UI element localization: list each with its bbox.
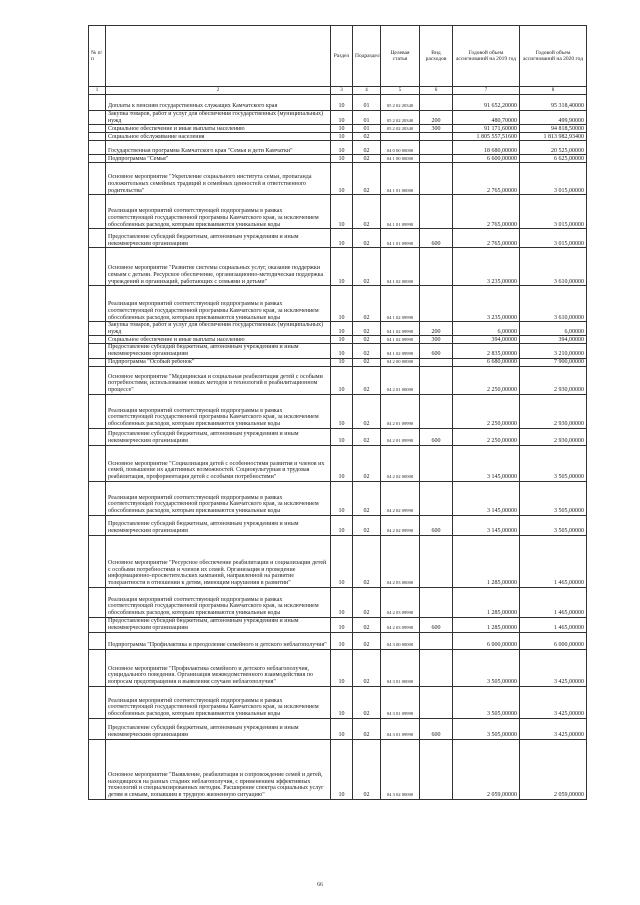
row-name-cell: Реализация мероприятий соответствующей подпрограммы в рамках соответствующей государственной программы Камчатского края, за исключением обособленных расходов, которым присваиваются уникальные коды (106, 481, 331, 515)
table-row (89, 286, 587, 322)
row-volume-2019-cell: 3 235,00000 (453, 248, 520, 286)
row-volume-2020-cell: 2 930,00000 (520, 366, 587, 394)
row-expense-type-cell (420, 739, 453, 799)
header-number: № п/п (89, 26, 106, 87)
row-volume-2019-cell: 480,70000 (453, 111, 520, 125)
table-row (89, 366, 587, 394)
row-target-article-cell: 04 2 01 09990 (381, 394, 420, 428)
row-expense-type-cell (420, 535, 453, 587)
row-expense-type-cell (420, 163, 453, 195)
row-volume-2019-cell: 1 285,00000 (453, 617, 520, 632)
row-volume-2019-cell: 3 145,00000 (453, 445, 520, 481)
row-subsection-cell: 02 (353, 481, 381, 515)
row-target-article-cell: 04 3 01 00000 (381, 649, 420, 686)
table-row (89, 358, 587, 366)
row-target-article-cell (381, 133, 420, 141)
table-row (89, 155, 587, 163)
row-target-article-cell: 04 1 02 09990 (381, 286, 420, 322)
row-target-article-cell: 04 1 01 09990 (381, 195, 420, 229)
row-name-cell: Социальное обеспечение и иные выплаты населению (106, 125, 331, 133)
row-subsection-cell: 02 (353, 229, 381, 248)
row-subsection-cell: 01 (353, 95, 381, 111)
row-subsection-cell: 02 (353, 445, 381, 481)
row-expense-type-cell: 600 (420, 344, 453, 358)
row-target-article-cell: 04 1 02 09990 (381, 336, 420, 344)
row-section-cell: 10 (331, 155, 353, 163)
row-volume-2020-cell: 3 505,00000 (520, 445, 587, 481)
row-number-cell (89, 445, 106, 481)
row-volume-2020-cell: 3 015,00000 (520, 229, 587, 248)
row-subsection-cell: 02 (353, 632, 381, 649)
row-expense-type-cell: 600 (420, 718, 453, 739)
column-number: 6 (420, 87, 453, 95)
row-name-cell: Реализация мероприятий соответствующей подпрограммы в рамках соответствующей государственной программы Камчатского края, за исключением обособленных расходов, которым присваиваются уникальные коды (106, 286, 331, 322)
row-target-article-cell: 04 1 02 09990 (381, 344, 420, 358)
row-target-article-cell: 04 0 00 00000 (381, 141, 420, 155)
row-section-cell: 10 (331, 366, 353, 394)
row-volume-2020-cell: 94 818,50000 (520, 125, 587, 133)
row-volume-2020-cell: 2 059,00000 (520, 739, 587, 799)
row-number-cell (89, 428, 106, 445)
header-subsection: Подраздел (353, 26, 381, 87)
row-volume-2019-cell: 2 765,00000 (453, 195, 520, 229)
table-row (89, 125, 587, 133)
row-name-cell: Подпрограмма "Семья" (106, 155, 331, 163)
row-section-cell: 10 (331, 587, 353, 617)
row-section-cell: 10 (331, 445, 353, 481)
row-volume-2019-cell: 3 505,00000 (453, 649, 520, 686)
row-expense-type-cell (420, 632, 453, 649)
table-row (89, 515, 587, 535)
row-expense-type-cell: 300 (420, 125, 453, 133)
row-volume-2019-cell: 2 765,00000 (453, 229, 520, 248)
row-number-cell (89, 366, 106, 394)
row-target-article-cell: 05 2 02 20340 (381, 111, 420, 125)
column-numbers-row (89, 87, 587, 95)
row-expense-type-cell: 600 (420, 229, 453, 248)
column-number: 1 (89, 87, 106, 95)
row-expense-type-cell (420, 366, 453, 394)
row-number-cell (89, 336, 106, 344)
row-volume-2019-cell: 3 145,00000 (453, 515, 520, 535)
row-expense-type-cell: 600 (420, 617, 453, 632)
row-volume-2020-cell: 6 625,00000 (520, 155, 587, 163)
row-expense-type-cell (420, 141, 453, 155)
row-subsection-cell: 02 (353, 286, 381, 322)
table-body (89, 95, 587, 800)
row-number-cell (89, 195, 106, 229)
row-volume-2019-cell: 91 652,20000 (453, 95, 520, 111)
row-volume-2019-cell: 2 835,00000 (453, 344, 520, 358)
row-target-article-cell: 04 2 03 09990 (381, 587, 420, 617)
row-number-cell (89, 286, 106, 322)
row-section-cell: 10 (331, 632, 353, 649)
row-subsection-cell: 02 (353, 358, 381, 366)
row-expense-type-cell (420, 248, 453, 286)
row-target-article-cell: 04 3 02 00000 (381, 739, 420, 799)
row-subsection-cell: 02 (353, 535, 381, 587)
table-row (89, 649, 587, 686)
row-target-article-cell: 04 3 01 09990 (381, 686, 420, 718)
row-name-cell: Предоставление субсидий бюджетным, автономным учреждениям и иным некоммерческим организациям (106, 718, 331, 739)
row-number-cell (89, 535, 106, 587)
row-volume-2020-cell: 1 813 982,93400 (520, 133, 587, 141)
row-section-cell: 10 (331, 163, 353, 195)
row-target-article-cell: 04 2 01 09990 (381, 428, 420, 445)
row-expense-type-cell: 600 (420, 515, 453, 535)
row-volume-2019-cell: 2 765,00000 (453, 163, 520, 195)
row-volume-2020-cell: 499,90000 (520, 111, 587, 125)
row-number-cell (89, 125, 106, 133)
row-name-cell: Основное мероприятие "Ресурсное обеспечение реабилитации и социализации детей с особыми потребностями и членов их семей. Организация и проведение информационно-просветительских кампаний, направленной на развитие толерантности в отношении к детям, имеющим нарушения в развитии" (106, 535, 331, 587)
row-expense-type-cell (420, 133, 453, 141)
row-volume-2020-cell: 3 015,00000 (520, 195, 587, 229)
row-volume-2019-cell: 91 171,60000 (453, 125, 520, 133)
row-volume-2019-cell: 6 600,00000 (453, 155, 520, 163)
row-subsection-cell: 02 (353, 163, 381, 195)
row-number-cell (89, 481, 106, 515)
row-volume-2019-cell: 394,00000 (453, 336, 520, 344)
row-volume-2019-cell: 2 250,00000 (453, 394, 520, 428)
row-volume-2019-cell: 1 285,00000 (453, 535, 520, 587)
row-section-cell: 10 (331, 133, 353, 141)
row-section-cell: 10 (331, 481, 353, 515)
row-volume-2019-cell: 3 145,00000 (453, 481, 520, 515)
table-row (89, 632, 587, 649)
row-section-cell: 10 (331, 535, 353, 587)
row-section-cell: 10 (331, 111, 353, 125)
row-expense-type-cell: 200 (420, 111, 453, 125)
header-volume-2019: Годовой объем ассигнований на 2019 год (453, 26, 520, 87)
row-volume-2019-cell: 1 285,00000 (453, 587, 520, 617)
row-volume-2020-cell: 1 465,00000 (520, 587, 587, 617)
row-target-article-cell: 04 1 01 00000 (381, 163, 420, 195)
row-subsection-cell: 02 (353, 617, 381, 632)
row-name-cell: Доплаты к пенсиям государственных служащих Камчатского края (106, 95, 331, 111)
column-number: 8 (520, 87, 587, 95)
row-number-cell (89, 649, 106, 686)
row-section-cell: 10 (331, 336, 353, 344)
row-number-cell (89, 133, 106, 141)
row-subsection-cell: 02 (353, 394, 381, 428)
table-row (89, 739, 587, 799)
row-name-cell: Подпрограмма "Профилактика и преодоление семейного и детского неблагополучия" (106, 632, 331, 649)
table-row (89, 195, 587, 229)
row-section-cell: 10 (331, 248, 353, 286)
header-target-article: Целевая статья (381, 26, 420, 87)
row-volume-2020-cell: 3 015,00000 (520, 163, 587, 195)
row-target-article-cell: 04 1 02 00000 (381, 248, 420, 286)
row-subsection-cell: 02 (353, 428, 381, 445)
row-target-article-cell: 04 1 00 00000 (381, 155, 420, 163)
row-subsection-cell: 02 (353, 649, 381, 686)
table-row (89, 686, 587, 718)
row-section-cell: 10 (331, 515, 353, 535)
row-name-cell: Основное мероприятие "Укрепление социального института семьи, пропаганда положительных семейных традиций и семейных ценностей и ответственного родительства" (106, 163, 331, 195)
header-row (89, 26, 587, 87)
row-subsection-cell: 02 (353, 718, 381, 739)
table-row (89, 617, 587, 632)
table-row (89, 587, 587, 617)
row-section-cell: 10 (331, 322, 353, 336)
column-number: 3 (331, 87, 353, 95)
row-number-cell (89, 718, 106, 739)
row-name-cell: Предоставление субсидий бюджетным, автономным учреждениям и иным некоммерческим организациям (106, 229, 331, 248)
row-volume-2019-cell: 3 505,00000 (453, 718, 520, 739)
row-volume-2020-cell: 3 210,00000 (520, 344, 587, 358)
table-row (89, 428, 587, 445)
row-section-cell: 10 (331, 739, 353, 799)
row-section-cell: 10 (331, 358, 353, 366)
row-volume-2019-cell: 18 680,00000 (453, 141, 520, 155)
page-number: 66 (317, 882, 323, 888)
table-row (89, 133, 587, 141)
row-expense-type-cell (420, 95, 453, 111)
row-subsection-cell: 02 (353, 366, 381, 394)
table-row (89, 229, 587, 248)
table-row (89, 248, 587, 286)
row-name-cell: Основное мероприятие "Профилактика семейного и детского неблагополучия, суицидального поведения. Организация межведомственного взаимодействия по вопросам предотвращения и выявления случаев неблагополучия" (106, 649, 331, 686)
row-name-cell: Основное мероприятие "Развитие системы социальных услуг, оказание поддержки семьям с детьми. Ресурсное обеспечение, организационно-методическая поддержка учреждений и организаций, работающих с семьями и детьми" (106, 248, 331, 286)
row-subsection-cell: 02 (353, 133, 381, 141)
header-volume-2020: Годовой объем ассигнований на 2020 год (520, 26, 587, 87)
row-expense-type-cell: 600 (420, 428, 453, 445)
row-volume-2019-cell: 6,00000 (453, 322, 520, 336)
row-number-cell (89, 686, 106, 718)
row-name-cell: Социальное обслуживание населения (106, 133, 331, 141)
table-row (89, 445, 587, 481)
row-number-cell (89, 587, 106, 617)
row-volume-2020-cell: 20 525,00000 (520, 141, 587, 155)
row-number-cell (89, 632, 106, 649)
row-name-cell: Основное мероприятие "Медицинская и социальная реабилитация детей с особыми потребностями, использование новых методов и технологий в реабилитационном процессе" (106, 366, 331, 394)
table-row (89, 394, 587, 428)
row-volume-2020-cell: 6,00000 (520, 322, 587, 336)
row-expense-type-cell (420, 587, 453, 617)
row-expense-type-cell (420, 286, 453, 322)
row-subsection-cell: 02 (353, 515, 381, 535)
row-volume-2020-cell: 3 425,00000 (520, 718, 587, 739)
row-expense-type-cell (420, 358, 453, 366)
row-volume-2020-cell: 1 465,00000 (520, 535, 587, 587)
row-number-cell (89, 163, 106, 195)
row-name-cell: Предоставление субсидий бюджетным, автономным учреждениям и иным некоммерческим организациям (106, 617, 331, 632)
table-row (89, 163, 587, 195)
row-number-cell (89, 515, 106, 535)
row-volume-2019-cell: 3 235,00000 (453, 286, 520, 322)
row-subsection-cell: 02 (353, 195, 381, 229)
row-name-cell: Закупка товаров, работ и услуг для обеспечения государственных (муниципальных) нужд (106, 322, 331, 336)
row-target-article-cell: 04 2 02 00000 (381, 445, 420, 481)
row-number-cell (89, 141, 106, 155)
row-target-article-cell: 04 2 02 09990 (381, 481, 420, 515)
row-subsection-cell: 02 (353, 248, 381, 286)
row-volume-2020-cell: 3 610,00000 (520, 286, 587, 322)
row-name-cell: Государственная программа Камчатского края "Семья и дети Камчатки" (106, 141, 331, 155)
row-volume-2019-cell: 6 000,00000 (453, 632, 520, 649)
table-row (89, 481, 587, 515)
row-section-cell: 10 (331, 286, 353, 322)
row-expense-type-cell (420, 481, 453, 515)
row-target-article-cell: 04 1 01 09990 (381, 229, 420, 248)
row-name-cell: Основное мероприятие "Социализация детей с особенностями развития и членов их семей, повышение их адаптивных возможностей. Социокультурная и трудовая реабилитация, профориентация детей с особыми потребностями" (106, 445, 331, 481)
row-expense-type-cell: 300 (420, 336, 453, 344)
row-expense-type-cell (420, 155, 453, 163)
row-target-article-cell: 04 1 02 09990 (381, 322, 420, 336)
row-section-cell: 10 (331, 229, 353, 248)
row-name-cell: Предоставление субсидий бюджетным, автономным учреждениям и иным некоммерческим организациям (106, 515, 331, 535)
row-number-cell (89, 617, 106, 632)
row-volume-2020-cell: 1 465,00000 (520, 617, 587, 632)
row-expense-type-cell (420, 394, 453, 428)
row-section-cell: 10 (331, 649, 353, 686)
row-subsection-cell: 02 (353, 686, 381, 718)
row-name-cell: Реализация мероприятий соответствующей подпрограммы в рамках соответствующей государственной программы Камчатского края, за исключением обособленных расходов, которым присваиваются уникальные коды (106, 587, 331, 617)
row-volume-2020-cell: 3 505,00000 (520, 481, 587, 515)
row-number-cell (89, 229, 106, 248)
row-volume-2020-cell: 3 610,00000 (520, 248, 587, 286)
table-row (89, 322, 587, 336)
column-number: 2 (106, 87, 331, 95)
row-name-cell: Реализация мероприятий соответствующей подпрограммы в рамках соответствующей государственной программы Камчатского края, за исключением обособленных расходов, которым присваиваются уникальные коды (106, 686, 331, 718)
column-number: 4 (353, 87, 381, 95)
row-volume-2020-cell: 3 425,00000 (520, 686, 587, 718)
row-section-cell: 10 (331, 394, 353, 428)
row-section-cell: 10 (331, 686, 353, 718)
row-section-cell: 10 (331, 141, 353, 155)
row-expense-type-cell: 200 (420, 322, 453, 336)
row-volume-2020-cell: 3 505,00000 (520, 515, 587, 535)
header-expense-type: Вид расходов (420, 26, 453, 87)
row-name-cell: Социальное обеспечение и иные выплаты населению (106, 336, 331, 344)
row-expense-type-cell (420, 649, 453, 686)
row-expense-type-cell (420, 686, 453, 718)
row-target-article-cell: 04 2 03 09990 (381, 617, 420, 632)
table-row (89, 718, 587, 739)
row-number-cell (89, 358, 106, 366)
row-number-cell (89, 344, 106, 358)
row-subsection-cell: 02 (353, 344, 381, 358)
row-target-article-cell: 05 2 02 20340 (381, 95, 420, 111)
table-row (89, 535, 587, 587)
row-number-cell (89, 155, 106, 163)
row-section-cell: 10 (331, 195, 353, 229)
table-row (89, 141, 587, 155)
row-name-cell: Подпрограмма "Особый ребенок" (106, 358, 331, 366)
column-number: 7 (453, 87, 520, 95)
table-row (89, 111, 587, 125)
row-name-cell: Предоставление субсидий бюджетным, автономным учреждениям и иным некоммерческим организациям (106, 344, 331, 358)
row-name-cell: Предоставление субсидий бюджетным, автономным учреждениям и иным некоммерческим организациям (106, 428, 331, 445)
row-target-article-cell: 04 2 00 00000 (381, 358, 420, 366)
row-volume-2020-cell: 2 930,00000 (520, 428, 587, 445)
row-volume-2019-cell: 2 059,00000 (453, 739, 520, 799)
row-subsection-cell: 01 (353, 111, 381, 125)
row-volume-2019-cell: 2 250,00000 (453, 428, 520, 445)
row-volume-2019-cell: 3 505,00000 (453, 686, 520, 718)
row-number-cell (89, 322, 106, 336)
row-number-cell (89, 111, 106, 125)
row-volume-2019-cell: 6 680,00000 (453, 358, 520, 366)
row-target-article-cell: 04 3 00 00000 (381, 632, 420, 649)
header-name (106, 26, 331, 87)
row-section-cell: 10 (331, 344, 353, 358)
row-section-cell: 10 (331, 95, 353, 111)
column-number: 5 (381, 87, 420, 95)
row-target-article-cell: 05 2 02 20340 (381, 125, 420, 133)
row-subsection-cell: 02 (353, 155, 381, 163)
table-row (89, 344, 587, 358)
row-target-article-cell: 04 2 02 09990 (381, 515, 420, 535)
row-volume-2020-cell: 394,00000 (520, 336, 587, 344)
row-expense-type-cell (420, 445, 453, 481)
row-name-cell: Реализация мероприятий соответствующей подпрограммы в рамках соответствующей государственной программы Камчатского края, за исключением обособленных расходов, которым присваиваются уникальные коды (106, 394, 331, 428)
row-volume-2020-cell: 7 900,00000 (520, 358, 587, 366)
row-subsection-cell: 02 (353, 141, 381, 155)
row-volume-2019-cell: 1 805 557,51600 (453, 133, 520, 141)
row-subsection-cell: 02 (353, 739, 381, 799)
row-number-cell (89, 739, 106, 799)
row-target-article-cell: 04 2 03 00000 (381, 535, 420, 587)
row-volume-2020-cell: 95 318,40000 (520, 95, 587, 111)
row-expense-type-cell (420, 195, 453, 229)
row-number-cell (89, 248, 106, 286)
row-section-cell: 10 (331, 428, 353, 445)
row-volume-2020-cell: 3 425,00000 (520, 649, 587, 686)
budget-table (88, 25, 587, 800)
row-subsection-cell: 02 (353, 587, 381, 617)
row-section-cell: 10 (331, 125, 353, 133)
row-name-cell: Реализация мероприятий соответствующей подпрограммы в рамках соответствующей государственной программы Камчатского края, за исключением обособленных расходов, которым присваиваются уникальные коды (106, 195, 331, 229)
row-subsection-cell: 01 (353, 125, 381, 133)
row-target-article-cell: 04 3 01 09990 (381, 718, 420, 739)
table-row (89, 336, 587, 344)
row-section-cell: 10 (331, 617, 353, 632)
row-subsection-cell: 02 (353, 336, 381, 344)
row-number-cell (89, 394, 106, 428)
row-volume-2020-cell: 2 930,00000 (520, 394, 587, 428)
row-subsection-cell: 02 (353, 322, 381, 336)
row-volume-2019-cell: 2 250,00000 (453, 366, 520, 394)
row-name-cell: Основное мероприятие "Выявление, реабилитация и сопровождение семей и детей, находящихся на разных стадиях неблагополучия, с применением эффективных технологий и специализированных методик. Расширение спектра социальных услуг детям и семьям, попавшим в трудную жизненную ситуацию" (106, 739, 331, 799)
row-name-cell: Закупка товаров, работ и услуг для обеспечения государственных (муниципальных) нужд (106, 111, 331, 125)
row-section-cell: 10 (331, 718, 353, 739)
header-section: Раздел (331, 26, 353, 87)
row-volume-2020-cell: 6 000,00000 (520, 632, 587, 649)
table-row (89, 95, 587, 111)
row-number-cell (89, 95, 106, 111)
row-target-article-cell: 04 2 01 00000 (381, 366, 420, 394)
